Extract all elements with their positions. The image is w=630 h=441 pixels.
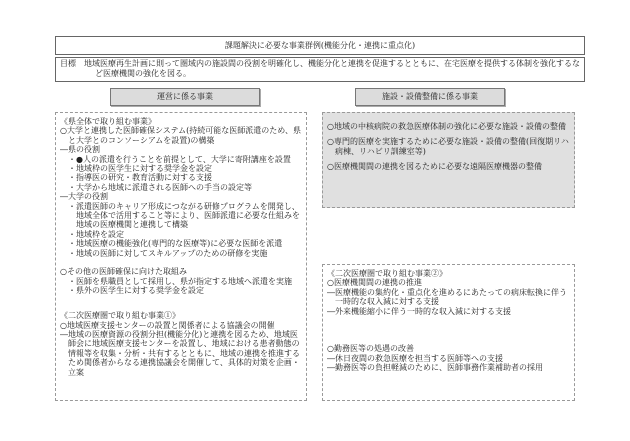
section-heading: 《県全体で取り組む事業》 [60,117,156,126]
sub-heading: ―大学の役割 [60,192,108,202]
list-item: ○大学と連携した医師確保システム(持続可能な医師派遣のため、県と大学とのコンソーシアムを設置)の構築 [60,126,301,145]
facility-projects-panel [322,112,575,208]
list-item: ○勤務医等の処遇の改善 [327,344,414,354]
list-item: ―勤務医等の負担軽減のために、医師事務作業補助者の採用 [327,363,543,373]
list-item: ○医療機関間の連携を図るために必要な遠隔医療機器の整備 [327,162,542,172]
list-item: ・医師を県職員として採用し、県が指定する地域へ派遣を実施 [68,276,292,286]
list-item: ○地域医療支援センターの設置と関係者による協議会の開催 [60,320,275,330]
page-title: 課題解決に必要な事業群例(機能分化・連携に重点化) [55,36,585,55]
list-item: ・指導医の研究・教育活動に対する支援 [68,173,212,183]
list-item: ・地域の医師に対してスキルアップのための研修を実施 [68,248,268,258]
list-item: ○地域の中核病院の救急医療体制の強化に必要な施設・設備の整備 [327,122,566,131]
facility-projects-header: 施設・設備整備に係る事業 [355,88,505,106]
section-heading: 《二次医療圏で取り組む事業①》 [60,311,180,321]
list-item: ・県外の医学生に対する奨学金を設定 [68,286,204,296]
list-item: ・地域枠を設定 [68,229,124,239]
list-item: ―休日夜間の救急医療を担当する医師等への支援 [327,353,503,363]
list-item: ○専門的医療を実施するために必要な施設・設備の整備(回復期リハ病棟、リハビリ訓練室等) [327,137,569,156]
operation-projects-panel [55,112,307,401]
list-item: ・●人の派遣を行うことを前提として、大学に寄附講座を設置 [68,154,291,164]
list-item: ・地域医療の機能強化(専門的な医療等)に必要な医師を派遣 [68,239,283,249]
list-item: ―地域の医療資源の役割分担(機能分化)と連携を図るため、地域医師会に地域医療支援センターを設置し、地域における患者動態の情報等を収集・分析・共有するとともに、地域の連携を推進するため関係者からなる連携協議会を開催して、具体的対策を企画・立案 [60,329,300,377]
list-item: ・地域枠の医学生に対する奨学金を設定 [68,164,212,174]
goal-text: 目標 地域医療再生計画に則って圏域内の施設間の役割を明確化し、機能分化と連携を促進するとともに、在宅医療を提供する体制を強化するなど医療機関の強化を図る。 [55,57,585,82]
secondary-area-projects-panel [322,264,575,401]
operation-projects-header: 運営に係る事業 [110,88,260,106]
sub-heading: ―県の役割 [60,145,100,155]
list-item: ―外来機能縮小に伴う一時的な収入減に対する支援 [327,306,511,316]
list-item: ・大学から地域に派遣される医師への手当の設定等 [68,182,252,192]
list-item: ○その他の医師確保に向けた取組み [60,267,187,277]
list-item: ・派遣医師のキャリア形成につながる研修プログラムを開発し、地域全体で活用すること等により、医師派遣に必要な仕組みを地域の医療機関と連携して構築 [68,201,300,230]
list-item: ―医療機能の集約化・重点化を進めるにあたっての病床転換に伴う一時的な収入減に対する支援 [327,287,567,307]
list-item: ○医療機関間の連携の推進 [327,278,422,288]
section-heading: 《二次医療圏で取り組む事業②》 [327,269,447,278]
